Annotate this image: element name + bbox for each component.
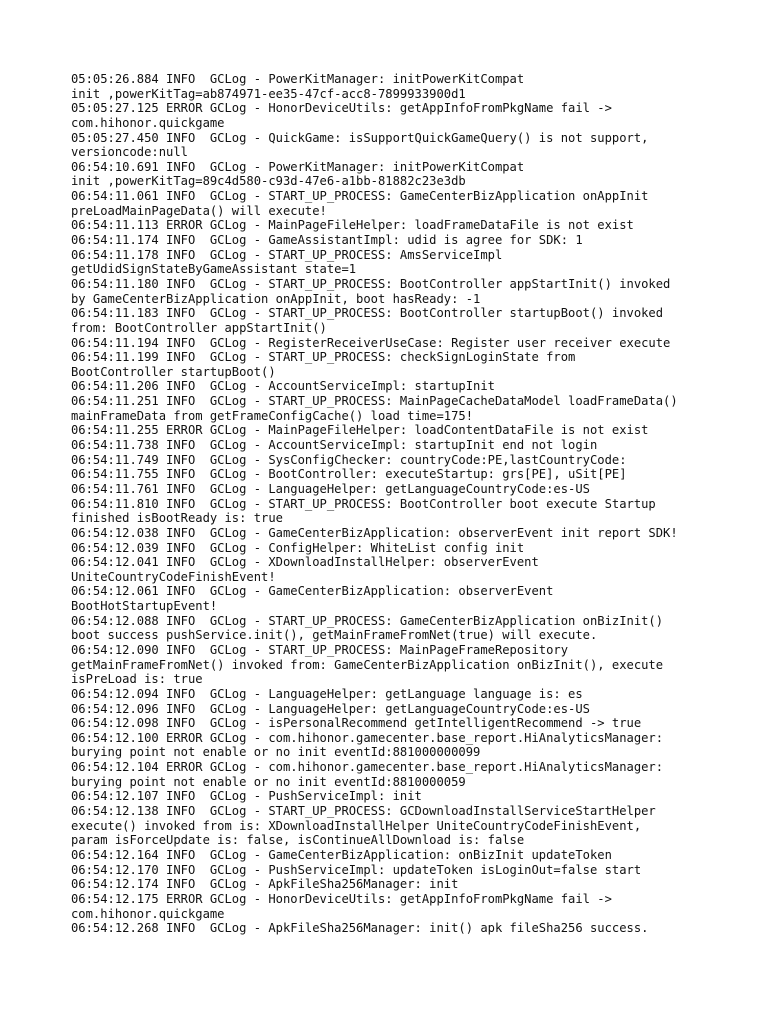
log-line: boot success pushService.init(), getMainFrameFromNet(true) will execute.	[71, 628, 598, 643]
log-line: com.hihonor.quickgame	[71, 115, 225, 130]
log-line: 06:54:12.088 INFO GCLog - START_UP_PROCESS: GameCenterBizApplication onBizInit()	[71, 613, 664, 628]
log-line: init ,powerKitTag=89c4d580-c93d-47e6-a1bb-81882c23e3db	[71, 174, 466, 189]
log-line: UniteCountryCodeFinishEvent!	[71, 569, 276, 584]
log-line: 06:54:11.194 INFO GCLog - RegisterReceiverUseCase: Register user receiver execute	[71, 335, 671, 350]
log-line: 06:54:11.755 INFO GCLog - BootController: executeStartup: grs[PE], uSit[PE]	[71, 467, 627, 482]
log-line: 06:54:11.061 INFO GCLog - START_UP_PROCESS: GameCenterBizApplication onAppInit	[71, 189, 649, 204]
log-line: 06:54:11.749 INFO GCLog - SysConfigChecker: countryCode:PE,lastCountryCode:	[71, 452, 627, 467]
log-line: 06:54:11.113 ERROR GCLog - MainPageFileHelper: loadFrameDataFile is not exist	[71, 218, 634, 233]
log-line: 05:05:27.450 INFO GCLog - QuickGame: isSupportQuickGameQuery() is not support,	[71, 130, 649, 145]
log-line: burying point not enable or no init eventId:8810000059	[71, 774, 466, 789]
log-line: 06:54:12.170 INFO GCLog - PushServiceImpl: updateToken isLoginOut=false start	[71, 862, 642, 877]
log-line: 06:54:12.041 INFO GCLog - XDownloadInstallHelper: observerEvent	[71, 555, 539, 570]
log-line: 06:54:11.251 INFO GCLog - START_UP_PROCESS: MainPageCacheDataModel loadFrameData()	[71, 394, 678, 409]
log-line: burying point not enable or no init eventId:881000000099	[71, 745, 481, 760]
log-line: versioncode:null	[71, 145, 188, 160]
log-line: 06:54:11.199 INFO GCLog - START_UP_PROCESS: checkSignLoginState from	[71, 350, 576, 365]
log-line: 06:54:11.255 ERROR GCLog - MainPageFileHelper: loadContentDataFile is not exist	[71, 423, 649, 438]
log-line: BootHotStartupEvent!	[71, 599, 218, 614]
log-line: 06:54:11.810 INFO GCLog - START_UP_PROCESS: BootController boot execute Startup	[71, 496, 656, 511]
log-line: 06:54:11.174 INFO GCLog - GameAssistantImpl: udid is agree for SDK: 1	[71, 233, 583, 248]
log-line: 06:54:12.090 INFO GCLog - START_UP_PROCESS: MainPageFrameRepository	[71, 642, 569, 657]
log-line: by GameCenterBizApplication onAppInit, boot hasReady: -1	[71, 291, 481, 306]
log-line: execute() invoked from is: XDownloadInstallHelper UniteCountryCodeFinishEvent,	[71, 818, 642, 833]
log-line: 06:54:10.691 INFO GCLog - PowerKitManager: initPowerKitCompat	[71, 159, 525, 174]
log-line: 06:54:11.738 INFO GCLog - AccountServiceImpl: startupInit end not login	[71, 438, 598, 453]
log-line: BootController startupBoot()	[71, 364, 276, 379]
log-line: 06:54:11.183 INFO GCLog - START_UP_PROCESS: BootController startupBoot() invoked	[71, 306, 664, 321]
log-line: 06:54:12.098 INFO GCLog - isPersonalRecommend getIntelligentRecommend -> true	[71, 716, 642, 731]
log-line: getUdidSignStateByGameAssistant state=1	[71, 262, 357, 277]
log-line: param isForceUpdate is: false, isContinueAllDownload is: false	[71, 833, 525, 848]
log-line: mainFrameData from getFrameConfigCache() load time=175!	[71, 408, 474, 423]
log-line: init ,powerKitTag=ab874971-ee35-47cf-acc8-7899933900d1	[71, 86, 466, 101]
log-line: 06:54:12.061 INFO GCLog - GameCenterBizApplication: observerEvent	[71, 584, 554, 599]
log-line: getMainFrameFromNet() invoked from: GameCenterBizApplication onBizInit(), execute	[71, 657, 664, 672]
log-line: 06:54:12.094 INFO GCLog - LanguageHelper: getLanguage language is: es	[71, 686, 583, 701]
log-line: 06:54:11.206 INFO GCLog - AccountServiceImpl: startupInit	[71, 379, 495, 394]
log-line: 06:54:12.138 INFO GCLog - START_UP_PROCESS: GCDownloadInstallServiceStartHelper	[71, 804, 656, 819]
log-page	[71, 72, 761, 936]
log-line: 05:05:27.125 ERROR GCLog - HonorDeviceUtils: getAppInfoFromPkgName fail ->	[71, 101, 612, 116]
log-line: 06:54:11.761 INFO GCLog - LanguageHelper: getLanguageCountryCode:es-US	[71, 481, 590, 496]
log-line: finished isBootReady is: true	[71, 511, 283, 526]
log-line: 06:54:11.178 INFO GCLog - START_UP_PROCESS: AmsServiceImpl	[71, 247, 503, 262]
log-line: 06:54:12.107 INFO GCLog - PushServiceImpl: init	[71, 789, 422, 804]
log-line: 06:54:12.038 INFO GCLog - GameCenterBizApplication: observerEvent init report SDK!	[71, 525, 678, 540]
log-line: from: BootController appStartInit()	[71, 320, 327, 335]
log-line: 06:54:11.180 INFO GCLog - START_UP_PROCESS: BootController appStartInit() invoked	[71, 276, 671, 291]
log-line: preLoadMainPageData() will execute!	[71, 203, 327, 218]
log-line: 06:54:12.174 INFO GCLog - ApkFileSha256Manager: init	[71, 877, 459, 892]
log-line: 06:54:12.175 ERROR GCLog - HonorDeviceUtils: getAppInfoFromPkgName fail ->	[71, 891, 612, 906]
log-line: 06:54:12.100 ERROR GCLog - com.hihonor.gamecenter.base_report.HiAnalyticsManager:	[71, 730, 664, 745]
log-line: 05:05:26.884 INFO GCLog - PowerKitManager: initPowerKitCompat	[71, 72, 525, 86]
log-line: 06:54:12.096 INFO GCLog - LanguageHelper: getLanguageCountryCode:es-US	[71, 701, 590, 716]
log-line: 06:54:12.268 INFO GCLog - ApkFileSha256Manager: init() apk fileSha256 success.	[71, 921, 649, 936]
log-line: 06:54:12.164 INFO GCLog - GameCenterBizApplication: onBizInit updateToken	[71, 847, 612, 862]
log-line: com.hihonor.quickgame	[71, 906, 225, 921]
log-line: 06:54:12.039 INFO GCLog - ConfigHelper: WhiteList config init	[71, 540, 525, 555]
log-line: isPreLoad is: true	[71, 672, 203, 687]
log-line: 06:54:12.104 ERROR GCLog - com.hihonor.gamecenter.base_report.HiAnalyticsManager:	[71, 760, 664, 775]
